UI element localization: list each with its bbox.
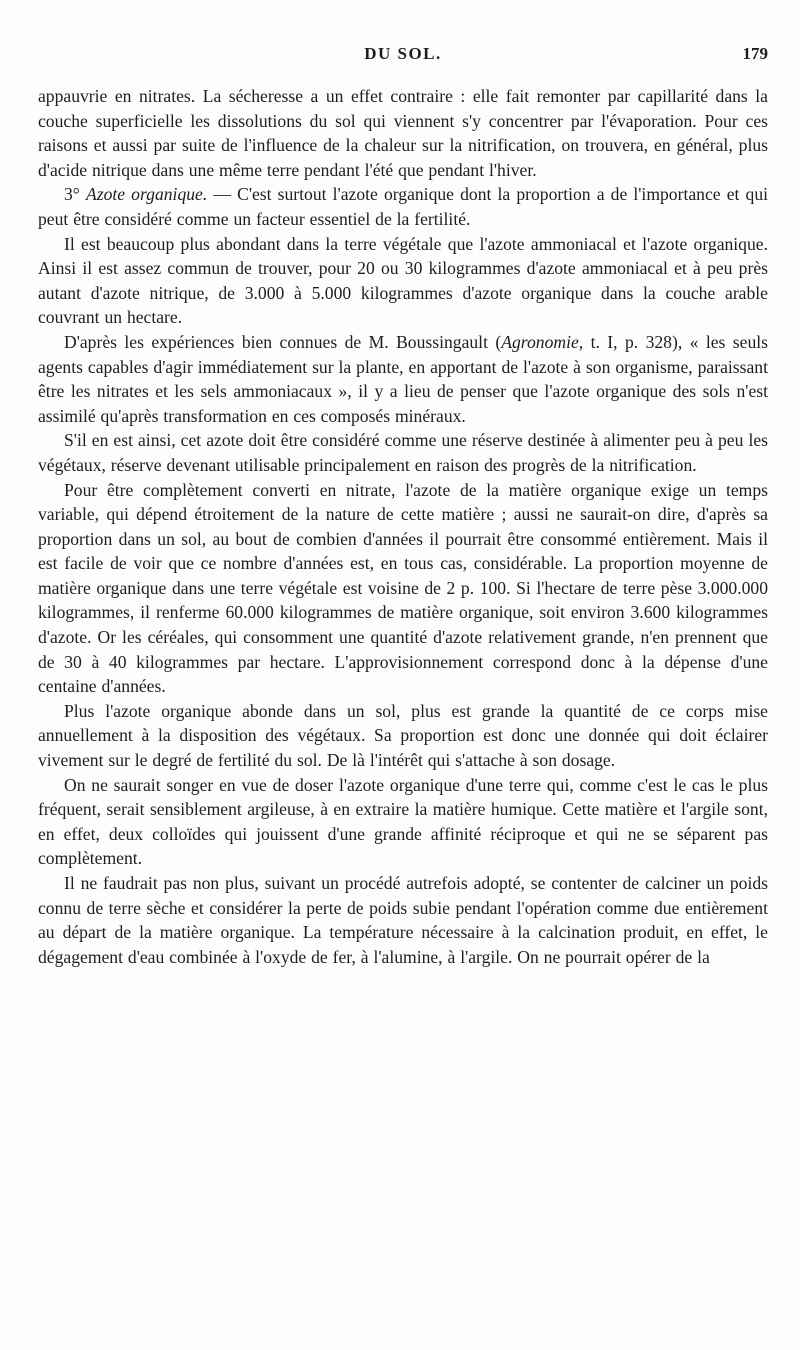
paragraph-text: Plus l'azote organique abonde dans un sol, plus est grande la quantité de ce corps mise annuellement à la disposition des végétaux. Sa proportion est donc une donnée qui doit éclairer vivement sur le degré de fertilité du sol. De là l'intérêt qui s'attache à son dosage.: [38, 700, 768, 771]
paragraph-continued: [38, 84, 768, 182]
paragraph-text: — C'est surtout l'azote organique dont la proportion a de l'importance et qui peut être considéré comme un facteur essentiel de la fertilité.: [38, 184, 768, 229]
paragraph: [38, 871, 768, 969]
page-number: 179: [742, 44, 768, 63]
running-title: DU SOL.: [364, 44, 442, 63]
paragraph-text: On ne saurait songer en vue de doser l'azote organique d'une terre qui, comme c'est le cas le plus fréquent, serait sensiblement argileuse, à en extraire la matière humique. Cette matière et l'argile sont, en effet, deux colloïdes qui jouissent d'une grande affinité réciproque et qui ne se séparent pas complètement.: [38, 774, 768, 869]
paragraph-text: S'il en est ainsi, cet azote doit être considéré comme une réserve destinée à alimenter peu à peu les végétaux, réserve devenant utilisable principalement en raison des progrès de la nitrification.: [38, 430, 768, 475]
cited-work-title: Agronomie,: [501, 331, 584, 352]
paragraph-text: Il ne faudrait pas non plus, suivant un procédé autrefois adopté, se contenter de calciner un poids connu de terre sèche et considérer la perte de poids subie pendant l'opération comme due entièrement au départ de la matière organique. La température nécessaire à la calcination produit, en effet, le dégagement d'eau combinée à l'oxyde de fer, à l'alumine, à l'argile. On ne pourrait opérer de la: [38, 873, 768, 967]
paragraph-text: Il est beaucoup plus abondant dans la terre végétale que l'azote ammoniacal et l'azote organique. Ainsi il est assez commun de trouver, pour 20 ou 30 kilogrammes d'azote ammoniacal et à peu près autant d'azote nitrique, de 3.000 à 5.000 kilogrammes d'azote organique dans la couche arable couvrant un hectare.: [38, 233, 768, 328]
paragraph-text: D'après les expériences bien connues de M. Boussingault (: [64, 331, 502, 352]
page-body: [38, 84, 768, 969]
paragraph: [38, 773, 768, 871]
page-header: [38, 44, 768, 68]
paragraph: [38, 232, 768, 330]
section-heading: Azote organique.: [85, 184, 208, 205]
paragraph: [38, 478, 768, 699]
paragraph-text: Pour être complètement converti en nitrate, l'azote de la matière organique exige un temps variable, qui dépend étroitement de la nature de cette matière ; aussi ne saurait-on dire, d'après sa proportion dans un sol, au bout de combien d'années il pourrait être consommé entièrement. Mais il est facile de voir que ce nombre d'années est, en tous cas, considérable. La proportion moyenne de matière organique dans une terre végétale est voisine de 2 p. 100. Si l'hectare de terre pèse 3.000.000 kilogrammes, il renferme 60.000 kilogrammes de matière organique, soit environ 3.600 kilogrammes d'azote. Or les céréales, qui consomment une quantité d'azote relativement grande, n'en prennent que de 30 à 40 kilogrammes par hectare. L'approvisionnement correspond donc à la dépense d'une centaine d'années.: [38, 479, 768, 697]
paragraph: [38, 699, 768, 773]
paragraph-text: t. I, p. 328), « les seuls agents capables d'agir immédiatement sur la plante, en apportant de l'azote à son organisme, paraissant être les nitrates et les sels ammoniacaux », il y a lieu de penser que l'azote organique des sols n'est assimilé qu'après transformation en ces composés minéraux.: [38, 331, 768, 426]
paragraph-azote-organique: [38, 182, 768, 231]
paragraph: [38, 428, 768, 477]
paragraph-boussingault: [38, 330, 768, 428]
paragraph-text: appauvrie en nitrates. La sécheresse a un effet contraire : elle fait remonter par capillarité dans la couche superficielle les dissolutions du sol qui viennent s'y concentrer par l'évaporation. Pour ces raisons et aussi par suite de l'influence de la chaleur sur la nitrification, on trouvera, en général, plus d'acide nitrique dans une même terre pendant l'été que pendant l'hiver.: [38, 86, 768, 180]
section-number: 3°: [64, 184, 86, 205]
